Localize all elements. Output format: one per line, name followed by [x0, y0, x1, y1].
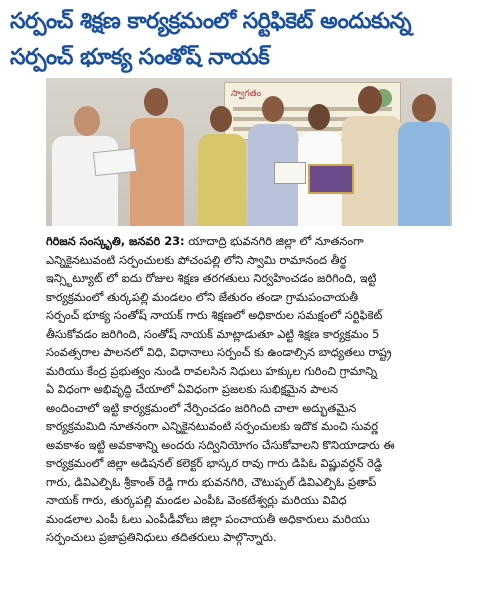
- person: [246, 96, 300, 226]
- person: [396, 94, 452, 226]
- article-line: కార్యక్రమంలో జిల్లా అడిషనల్ కలెక్టర్ భాస్కర రావు గారు డిపిఓ విష్ణువర్ధన్ రెడ్డి: [46, 456, 383, 470]
- article-line: తీసుకోవడం జరిగింది, సంతోష్ నాయక్ మాట్లాడుతూ ఎట్టి శిక్షణ కార్యక్రమం 5: [46, 326, 380, 341]
- headline-line-1: సర్పంచ్ శిక్షణ కార్యక్రమంలో సర్టిఫికెట్ అందుకున్న: [10, 9, 412, 34]
- article-body: [46, 232, 456, 547]
- dateline: గిరిజన సంస్కృతి, జనవరి 23:: [46, 234, 185, 248]
- article-line: అవకాశం ఇట్టి అవకాశాన్ని అందరు సద్వినియోగం చేసుకోవాలని కొనియాడారు ఈ: [46, 437, 395, 452]
- article-line: నాయక్ గారు, తుర్కపల్లి మండల ఎంపీఓ వెంకటేశ్వర్లు మరియు వివిధ: [46, 493, 347, 507]
- article-line: ఏ విధంగా అభివృద్ధి చేయాలో ఏవిధంగా ప్రజలకు సుభిక్షమైన పాలన: [46, 382, 339, 396]
- article-line: ఇన్స్టిట్యూట్ లో ఐదు రోజుల శిక్షణ తరగతులు నిర్వహించడం జరిగింది, ఇట్టి: [46, 271, 377, 285]
- certificate: [274, 162, 306, 184]
- article-line: కార్యక్రమంలో తుర్కపల్లి మండలం లోని జేతురం తండా గ్రామపంచాయతీ: [46, 289, 359, 304]
- news-photo: [46, 78, 452, 226]
- article-line: సంవత్సరాల పాలనలో విధి, విధానాలు సర్పంచ్ కు ఉండాల్సిన బాధ్యతలు రాష్ట్ర: [46, 345, 392, 359]
- article-line: గారు, డివిఎల్పిఓ శ్రీకాంత్ రెడ్డి గారు భువనగిరి, చౌటుప్పల్ డివిఎల్పిఓ ప్రతాప్: [46, 474, 377, 489]
- article-line: సర్పంచులు ప్రజాప్రతినిధులు తదితరులు పాల్గొన్నారు.: [46, 530, 277, 544]
- headline: [10, 4, 486, 76]
- certificate-frame: [308, 164, 354, 194]
- article-line: సర్పంచ్ భూక్య సంతోష్ నాయక్ గారు శిక్షణలో అధికారుల సమక్షంలో సర్టిఫికెట్: [46, 308, 383, 322]
- article-line: మరియు కేంద్ర ప్రభుత్వం నుండి రావలసిన నిధులు హక్కుల గురించి గ్రామాన్ని: [46, 363, 378, 378]
- article-line: మండలాల ఎంపీ ఓలు ఎంపీడీవోలు జిల్లా పంచాయతీ అధికారులు మరియు: [46, 511, 370, 526]
- person: [338, 86, 404, 226]
- banner-text: స్వాగతం: [231, 89, 262, 99]
- person: [128, 88, 186, 226]
- person: [196, 106, 248, 226]
- article-line: అందించాలో ఇట్టి కార్యక్రమంలో నేర్పించడం జరిగింది చాలా అద్భుతమైన: [46, 400, 357, 415]
- article-line: [46, 232, 456, 251]
- headline-line-2: సర్పంచ్ భూక్య సంతోష్ నాయక్: [10, 45, 270, 70]
- article-line: కార్యక్రమమిది నూతనంగా ఎన్నికైనటువంటి సర్పంచులకు ఇదొక మంచి సువర్ణ: [46, 419, 379, 433]
- article-line: ఎన్నికైనటువంటి సర్పంచులకు పోచంపల్లి లోని స్వామి రామానంద తీర్థ: [46, 252, 347, 267]
- held-paper: [93, 148, 137, 176]
- article-line-text: యాదాద్రి భువనగిరి జిల్లా లో నూతనంగా: [188, 234, 364, 248]
